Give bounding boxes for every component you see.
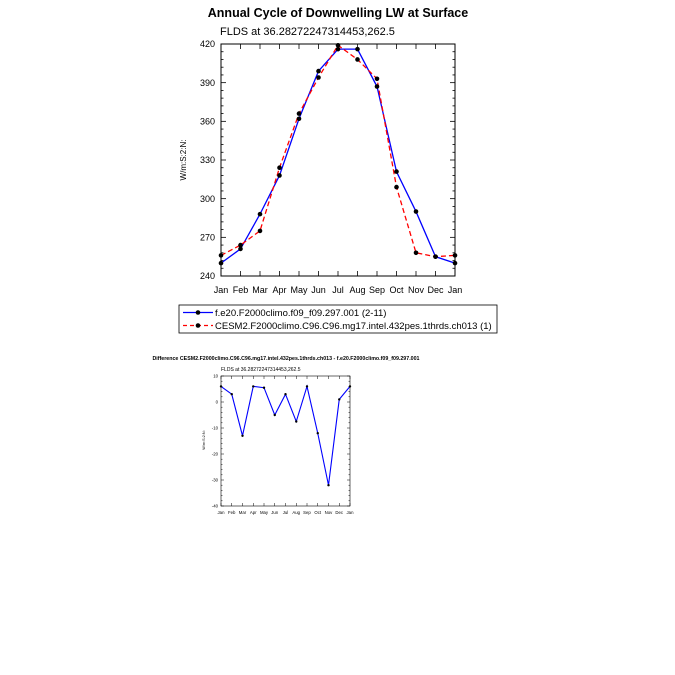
data-point-series-1: [355, 47, 360, 52]
difference-chart-subtitle: FLDS at 36.28272247314453,262.5: [221, 367, 301, 373]
data-point-series-1: [375, 84, 380, 89]
x-tick-label: Dec: [427, 285, 444, 295]
y-tick-label: 390: [199, 77, 215, 88]
y-tick-label: 360: [199, 116, 215, 127]
legend-label-series-1: f.e20.F2000climo.f09_f09.297.001 (2-11): [215, 308, 387, 319]
x-tick-label: Dec: [335, 510, 344, 515]
x-tick-label: Mar: [252, 285, 268, 295]
data-point-series-2: [433, 254, 438, 259]
data-point-series-1: [219, 261, 224, 266]
x-tick-label: Mar: [238, 510, 247, 515]
data-point-series-1: [295, 420, 297, 422]
data-point-series-1: [284, 393, 286, 395]
x-tick-label: May: [290, 285, 308, 295]
data-point-series-1: [274, 414, 276, 416]
data-point-series-1: [453, 261, 458, 266]
y-tick-label: 270: [199, 232, 215, 243]
y-tick-label: -30: [211, 477, 218, 483]
series-line-1: [221, 386, 350, 485]
series-line-1: [221, 49, 455, 263]
y-tick-label: 300: [199, 193, 215, 204]
data-point-series-1: [338, 398, 340, 400]
x-tick-label: Oct: [389, 285, 404, 295]
x-tick-label: Aug: [349, 285, 366, 295]
x-tick-label: Feb: [232, 285, 249, 295]
data-point-series-2: [258, 229, 263, 234]
x-tick-label: Sep: [303, 510, 311, 515]
x-tick-label: Sep: [368, 285, 386, 295]
data-point-series-2: [297, 111, 302, 116]
y-tick-label: 0: [215, 399, 218, 405]
series-line-2: [221, 45, 455, 256]
top-chart-subtitle: FLDS at 36.28272247314453,262.5: [220, 26, 395, 38]
data-point-series-1: [263, 387, 265, 389]
x-tick-label: Aug: [292, 510, 301, 515]
x-tick-label: Jun: [311, 285, 326, 295]
data-point-series-2: [316, 75, 321, 80]
data-point-series-2: [355, 57, 360, 62]
x-tick-label: Jan: [217, 510, 225, 515]
data-point-series-1: [220, 385, 222, 387]
difference-chart: [152, 356, 419, 515]
y-tick-label: -10: [211, 425, 218, 431]
y-tick-label: 420: [199, 39, 215, 50]
x-tick-label: Jul: [282, 510, 289, 515]
top-chart-y-axis-label: W/m:S:2:N:: [179, 139, 188, 181]
x-tick-label: Jul: [332, 285, 344, 295]
y-tick-label: 240: [199, 271, 215, 282]
data-point-series-1: [241, 435, 243, 437]
legend-label-series-2: CESM2.F2000climo.C96.C96.mg17.intel.432pes.1thrds.ch013 (1): [215, 321, 492, 332]
x-tick-label: Apr: [249, 510, 257, 515]
top-chart-plot-area: [200, 39, 462, 295]
plot-frame: [221, 44, 455, 276]
difference-chart-plot-area: [212, 374, 354, 515]
data-point-series-2: [414, 251, 419, 256]
top-chart-title: Annual Cycle of Downwelling LW at Surface: [207, 6, 469, 20]
x-tick-label: Jan: [447, 285, 463, 295]
data-point-series-2: [453, 253, 458, 258]
data-point-series-2: [277, 165, 282, 170]
top-chart: [179, 6, 497, 333]
data-point-series-2: [219, 253, 224, 258]
x-tick-label: Oct: [314, 510, 322, 515]
difference-chart-y-axis-label: W/m:S:2:N:: [202, 430, 206, 450]
data-point-series-1: [277, 173, 282, 178]
x-tick-label: Jan: [346, 510, 354, 515]
y-tick-label: -20: [211, 451, 218, 457]
legend-marker-series-2: [196, 323, 201, 328]
data-point-series-2: [375, 77, 380, 82]
x-tick-label: May: [259, 510, 269, 515]
data-point-series-1: [349, 385, 351, 387]
data-point-series-2: [238, 243, 243, 248]
data-point-series-2: [394, 185, 399, 190]
data-point-series-2: [336, 43, 341, 48]
top-chart-legend: [179, 305, 497, 333]
x-tick-label: Jun: [271, 510, 279, 515]
data-point-series-1: [252, 385, 254, 387]
x-tick-label: Feb: [228, 510, 236, 515]
x-tick-label: Nov: [324, 510, 333, 515]
x-tick-label: Nov: [407, 285, 425, 295]
data-point-series-1: [306, 385, 308, 387]
data-point-series-1: [414, 209, 419, 214]
data-point-series-1: [297, 116, 302, 121]
y-tick-label: -40: [211, 503, 218, 509]
x-tick-label: Jan: [213, 285, 229, 295]
difference-chart-title: Difference CESM2.F2000climo.C96.C96.mg17.intel.432pes.1thrds.ch013 - f.e20.F2000climo.f09_f09.297.001: [152, 356, 420, 362]
x-tick-label: Apr: [272, 285, 287, 295]
data-point-series-1: [316, 69, 321, 74]
legend-marker-series-1: [196, 310, 201, 315]
data-point-series-1: [394, 169, 399, 174]
data-point-series-1: [317, 432, 319, 434]
data-point-series-1: [327, 484, 329, 486]
data-point-series-1: [258, 212, 263, 217]
y-tick-label: 330: [199, 155, 215, 166]
y-tick-label: 10: [213, 373, 218, 379]
data-point-series-1: [231, 393, 233, 395]
